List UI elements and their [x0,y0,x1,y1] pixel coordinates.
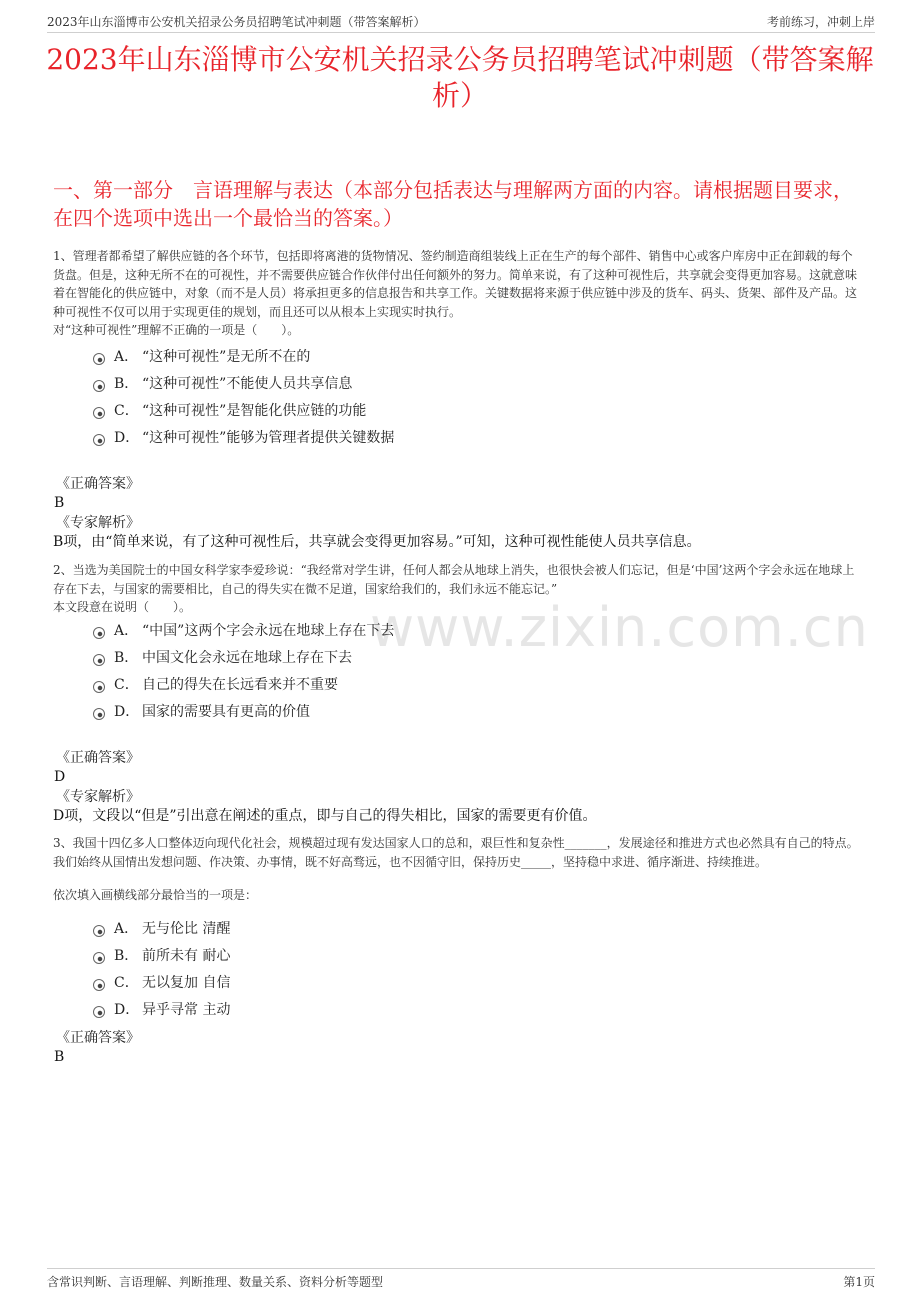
option-text: 无与伦比 清醒 [142,921,231,937]
option-d[interactable] [93,425,864,452]
option-text: 异乎寻常 主动 [142,1002,231,1018]
document-title: 2023年山东淄博市公安机关招录公务员招聘笔试冲刺题（带答案解析） [46,43,874,112]
option-text: 自己的得失在长远看来并不重要 [142,677,338,693]
answer-value: B [54,1049,65,1065]
option-c[interactable] [93,398,864,425]
option-a[interactable] [93,916,864,943]
option-key: B． [114,376,139,392]
page-number: 第1页 [843,1275,875,1289]
option-key: A． [114,921,139,937]
radio-icon[interactable] [93,708,105,720]
option-a[interactable] [93,344,864,371]
analysis-label: 《专家解析》 [56,515,140,531]
question-prompt: 本文段意在说明（ ）。 [53,600,192,614]
radio-icon[interactable] [93,979,105,991]
analysis-text: D项，文段以“但是”引出意在阐述的重点，即与自己的得失相比，国家的需要更有价值。 [53,808,597,824]
option-key: C． [114,403,139,419]
answer-label: 《正确答案》 [56,1030,140,1046]
section-heading: 一、第一部分 言语理解与表达（本部分包括表达与理解两方面的内容。请根据题目要求，在四个选项中选出一个最恰当的答案。） [53,178,853,230]
option-a[interactable] [93,618,864,645]
radio-icon[interactable] [93,627,105,639]
radio-icon[interactable] [93,434,105,446]
answer-label: 《正确答案》 [56,750,140,766]
option-text: “这种可视性”是无所不在的 [142,349,311,365]
radio-icon[interactable] [93,952,105,964]
radio-icon[interactable] [93,380,105,392]
option-text: “这种可视性”不能使人员共享信息 [142,376,353,392]
option-d[interactable] [93,699,864,726]
option-key: C． [114,677,139,693]
option-text: “中国”这两个字会永远在地球上存在下去 [142,623,395,639]
option-list [53,916,864,1024]
radio-icon[interactable] [93,925,105,937]
answer-block [53,1028,864,1067]
radio-icon[interactable] [93,681,105,693]
option-b[interactable] [93,943,864,970]
analysis-text: B项，由“简单来说，有了这种可视性后，共享就会变得更加容易。”可知，这种可视性能使人员共享信息。 [53,534,701,550]
question-stem: 3、我国十四亿多人口整体迈向现代化社会，规模超过现有发达国家人口的总和，艰巨性和复杂性_______，发展途径和推进方式也必然具有自己的特点。我们始终从国情出发想问题、作决策、办事情，既不好高骛远，也不因循守旧，保持历史_____，坚持稳中求进、循序渐进、持续推进。 [53,836,859,869]
option-text: 国家的需要具有更高的价值 [142,704,310,720]
question-stem: 1、管理者都希望了解供应链的各个环节，包括即将离港的货物情况、签约制造商组装线上正在生产的每个部件、销售中心或客户库房中正在卸载的每个货盘。但是，这种无所不在的可视性，并不需要供应链合作伙伴付出任何额外的努力。简单来说，有了这种可视性后，共享就会变得更加容易。这就意味着在智能化的供应链中，对象（而不是人员）将承担更多的信息报告和共享工作。关键数据将来源于供应链中涉及的货车、码头、货架、部件及产品。这种可视性不仅可以用于实现更佳的规划，而且还可以从根本上实现实时执行。 [53,249,858,319]
option-b[interactable] [93,645,864,672]
option-list [53,344,864,452]
question-prompt: 依次填入画横线部分最恰当的一项是： [53,888,258,902]
option-c[interactable] [93,970,864,997]
option-list [53,618,864,726]
watermark: www.zixin.com.cn [370,596,869,659]
option-key: C． [114,975,139,991]
option-key: B． [114,650,139,666]
page-header [47,10,875,33]
option-c[interactable] [93,672,864,699]
radio-icon[interactable] [93,407,105,419]
option-key: A． [114,623,139,639]
header-doc-title: 2023年山东淄博市公安机关招录公务员招聘笔试冲刺题（带答案解析） [47,15,426,29]
radio-icon[interactable] [93,353,105,365]
option-key: D． [114,704,140,720]
option-b[interactable] [93,371,864,398]
analysis-label: 《专家解析》 [56,789,140,805]
question-stem: 2、当选为美国院士的中国女科学家李爱珍说：“我经常对学生讲，任何人都会从地球上消失，也很快会被人们忘记，但是‘中国’这两个字会永远在地球上存在下去，与国家的需要相比，自己的得失实在微不足道，国家给我们的，我们永远不能忘记。” [53,563,855,596]
option-key: D． [114,430,140,446]
question-prompt: 对“这种可视性”理解不正确的一项是（ ）。 [53,323,300,337]
option-d[interactable] [93,997,864,1024]
option-text: “这种可视性”能够为管理者提供关键数据 [142,430,395,446]
page-footer [47,1268,875,1293]
answer-label: 《正确答案》 [56,476,140,492]
option-key: D． [114,1002,140,1018]
footer-topics: 含常识判断、言语理解、判断推理、数量关系、资料分析等题型 [47,1275,384,1289]
answer-value: D [54,769,66,785]
header-slogan: 考前练习，冲刺上岸 [766,15,875,29]
answer-block [53,748,864,826]
option-key: A． [114,349,139,365]
question-1 [53,247,864,552]
option-key: B． [114,948,139,964]
radio-icon[interactable] [93,1006,105,1018]
option-text: 前所未有 耐心 [142,948,231,964]
answer-value: B [54,495,65,511]
option-text: 无以复加 自信 [142,975,231,991]
question-2 [53,561,864,826]
radio-icon[interactable] [93,654,105,666]
question-3 [53,834,864,1067]
answer-block [53,474,864,552]
option-text: “这种可视性”是智能化供应链的功能 [142,403,367,419]
option-text: 中国文化会永远在地球上存在下去 [142,650,352,666]
